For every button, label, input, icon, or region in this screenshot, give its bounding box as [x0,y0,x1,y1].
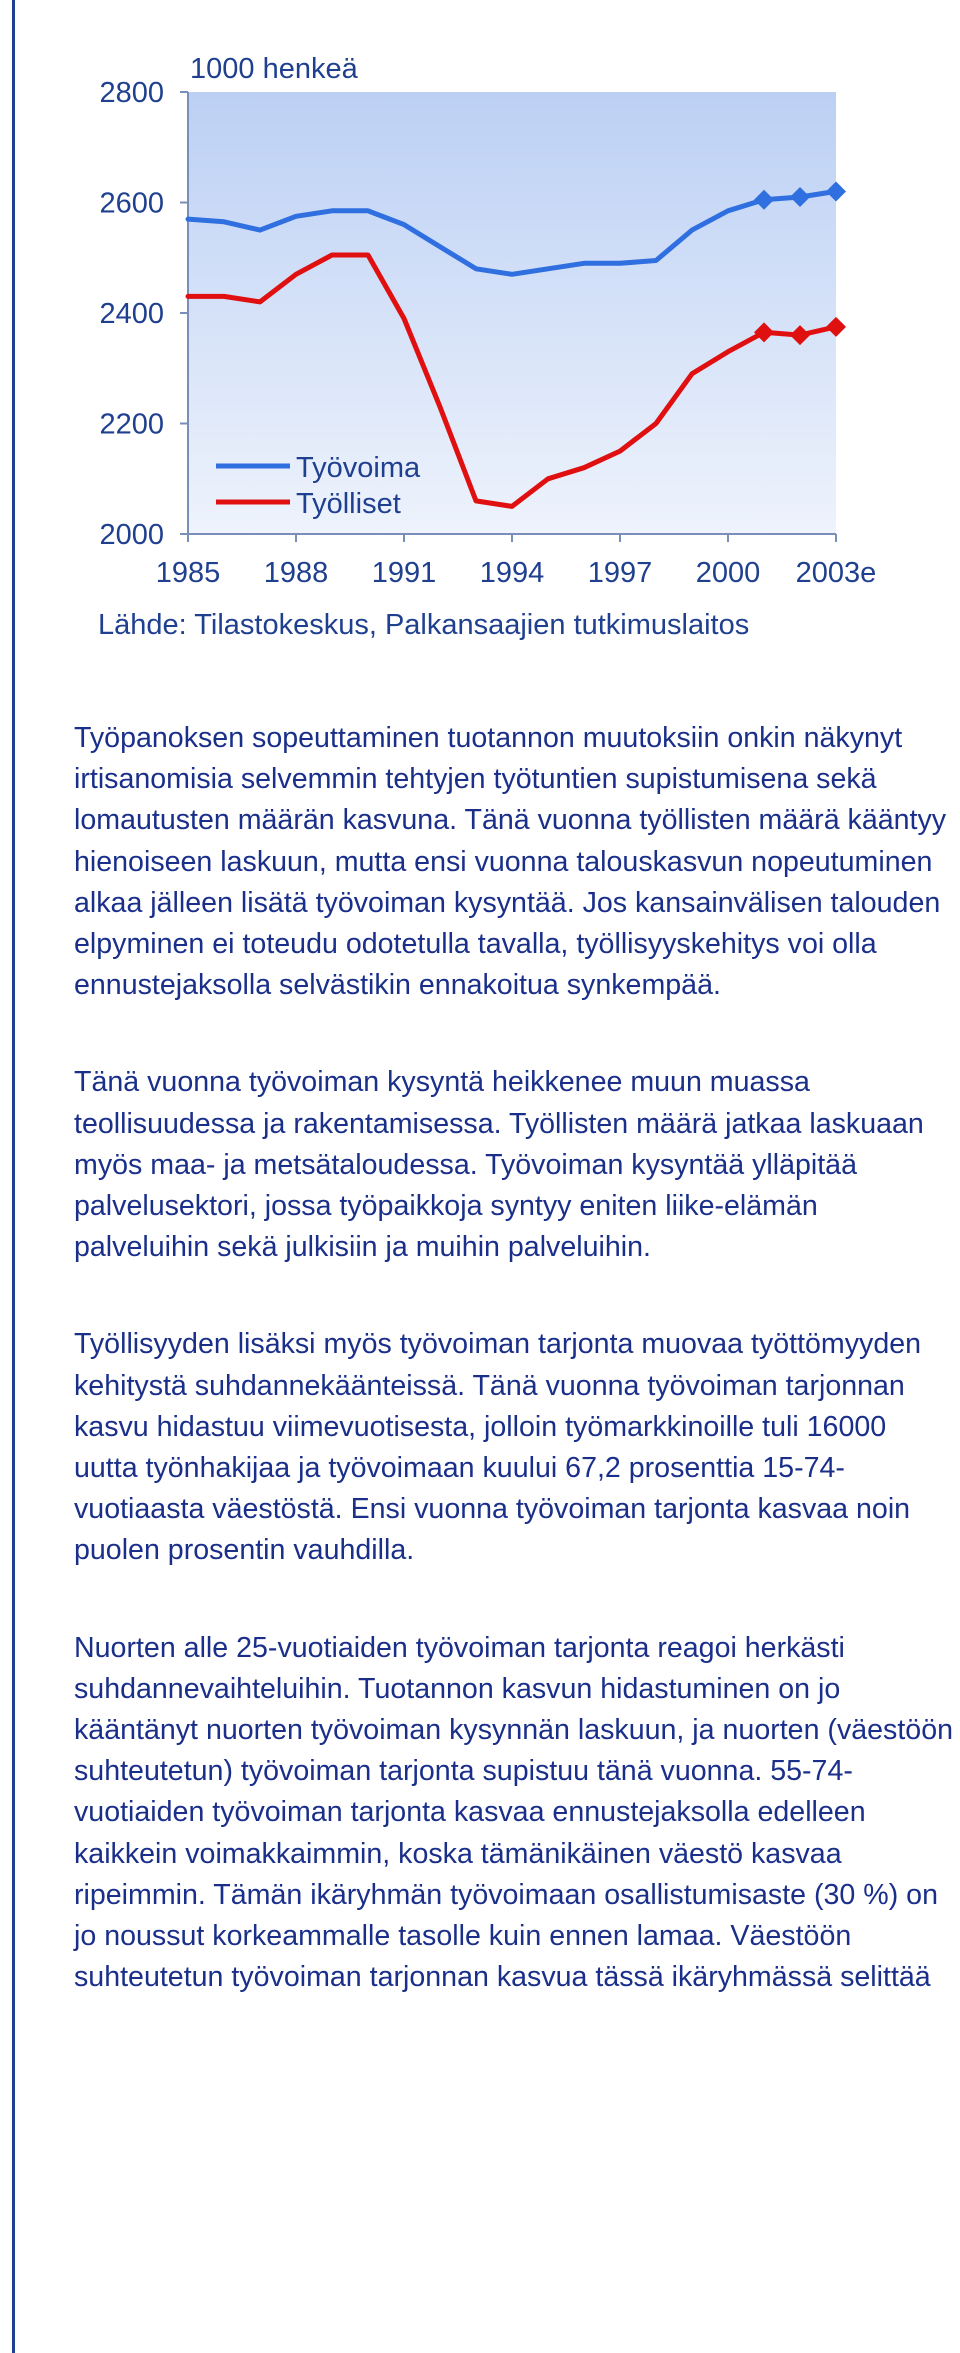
legend-label-tyolliset: Työlliset [296,488,401,520]
paragraph-1: Työpanoksen sopeuttaminen tuotannon muutoksiin onkin näkynyt irtisanomisia selvemmin tehtyjen työtuntien supistumisena sekä lomautusten määrän kasvuna. Tänä vuonna työllisten määrä kääntyy hienoiseen laskuun, mutta ensi vuonna talouskasvun nopeutuminen alkaa jälleen lisätä työvoiman kysyntää. Jos kansainvälisen talouden elpyminen ei toteudu odotetulla tavalla, työllisyyskehitys voi olla ennustejaksolla selvästikin ennakoitua synkempää. [74,722,947,1002]
paragraph-4: Nuorten alle 25-vuotiaiden työvoiman tarjonta reagoi herkästi suhdannevaihteluihin. Tuotannon kasvun hidastuminen on jo kääntänyt nuorten työvoiman kysynnän laskuun, ja nuorten (väestöön suhteutetun) työvoiman tarjonta supistuu tänä vuonna. 55-74-vuotiaiden työvoiman tarjonta kasvaa ennustejaksolla edelleen kaikkein voimakkaimmin, koska tämänikäinen väestö kasvaa ripeimmin. Tämän ikäryhmän työvoimaan osallistumisaste (30 %) on jo noussut korkeammalle tasolle kuin ennen lamaa. Väestöön suhteutetun työvoiman tarjonnan kasvua tässä ikäryhmässä selittää [74,1631,954,1994]
y-tick-label: 2600 [99,187,164,220]
paragraph-2: Tänä vuonna työvoiman kysyntä heikkenee muun muassa teollisuudessa ja rakentamisessa. Työllisten määrä jatkaa laskuaan myös maa- ja metsätaloudessa. Työvoiman kysyntää ylläpitää palvelusektori, jossa työpaikkoja syntyy eniten liike-elämän palveluihin sekä julkisiin ja muihin palveluihin. [74,1066,924,1264]
y-tick-label: 2000 [99,519,164,551]
chart-source: Lähde: Tilastokeskus, Palkansaajien tutkimuslaitos [98,609,750,641]
x-tick-label: 2000 [695,557,761,589]
y-tick-label: 2800 [99,77,164,109]
x-tick-label: 1994 [479,557,545,589]
legend-label-tyovoima: Työvoima [296,452,421,484]
article-body [74,718,954,2054]
labor-chart-svg [0,0,960,660]
x-tick-label: 1988 [263,557,329,589]
x-tick-label: 1985 [155,557,221,589]
x-tick-label: 1997 [587,557,653,589]
paragraph-3: Työllisyyden lisäksi myös työvoiman tarjonta muovaa työttömyyden kehitystä suhdannekäänteissä. Tänä vuonna työvoiman tarjonnan kasvu hidastuu viimevuotisesta, jolloin työmarkkinoille tuli 16000 uutta työnhakijaa ja työvoimaan kuului 67,2 prosenttia 15-74-vuotiaasta väestöstä. Ensi vuonna työvoiman tarjonta kasvaa noin puolen prosentin vauhdilla. [74,1328,922,1567]
x-tick-label: 1991 [371,557,437,589]
chart-unit-label: 1000 henkeä [190,53,358,85]
y-tick-label: 2200 [99,408,164,441]
x-tick-label: 2003e [795,557,877,589]
y-tick-label: 2400 [99,298,164,330]
labor-chart [0,0,960,660]
